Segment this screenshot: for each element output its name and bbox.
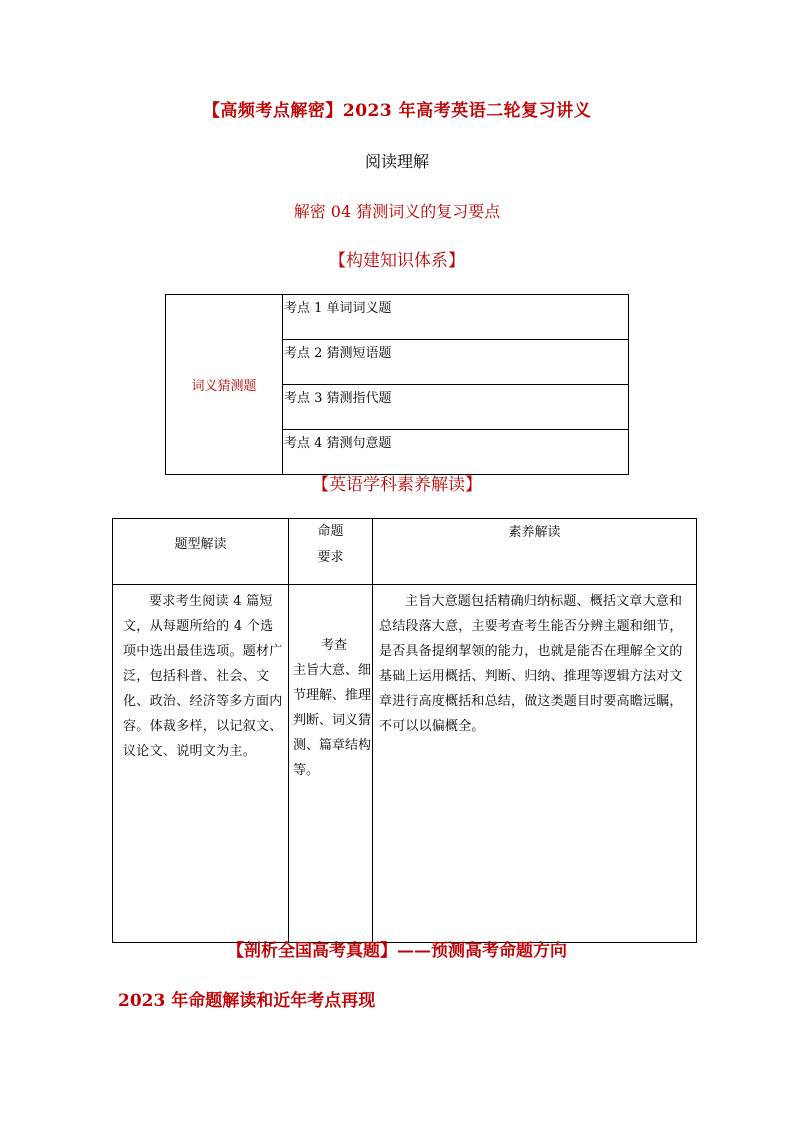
knowledge-table	[165, 294, 629, 475]
literacy-col2-body	[289, 585, 373, 943]
knowledge-item: 考点 4 猜测句意题	[283, 430, 629, 475]
knowledge-item: 考点 3 猜测指代题	[283, 385, 629, 430]
document-title: 【高频考点解密】2023 年高考英语二轮复习讲义	[202, 101, 592, 121]
literacy-col2-header: 命题 要求	[289, 519, 373, 585]
literacy-heading: 【英语学科素养解读】	[312, 475, 482, 495]
exam-analysis-heading: 【剖析全国高考真题】——预测高考命题方向	[227, 941, 567, 961]
knowledge-item: 考点 2 猜测短语题	[283, 340, 629, 385]
exam-analysis-subheading: 2023 年命题解读和近年考点再现	[118, 991, 376, 1011]
knowledge-main-label: 词义猜测题	[166, 295, 283, 475]
document-subtitle: 阅读理解	[364, 152, 429, 171]
literacy-col1-body: 要求考生阅读 4 篇短文，从每题所给的 4 个选项中选出最佳选项。题材广泛，包括科普、社会、文化、政治、经济等多方面内容。体裁多样，以记叙文、议论文、说明文为主。	[113, 585, 289, 943]
knowledge-heading: 【构建知识体系】	[329, 251, 465, 271]
literacy-col3-body: 主旨大意题包括精确归纳标题、概括文章大意和总结段落大意，主要考查考生能否分辨主题和细节，是否具备提纲挈领的能力，也就是能否在理解全文的基础上运用概括、判断、归纳、推理等逻辑方法对文章进行高度概括和总结，做这类题目时要高瞻远瞩，不可以以偏概全。	[373, 585, 697, 943]
literacy-col2-rest: 主旨大意、细节理解、推理判断、词义猜测、篇章结构等。	[293, 663, 372, 778]
literacy-col2-first: 考查	[321, 638, 348, 653]
literacy-col3-header: 素养解读	[373, 519, 697, 585]
knowledge-item: 考点 1 单词词义题	[283, 295, 629, 340]
literacy-col1-header: 题型解读	[113, 519, 289, 585]
literacy-table	[112, 518, 697, 943]
section-title: 解密 04 猜测词义的复习要点	[293, 202, 501, 221]
